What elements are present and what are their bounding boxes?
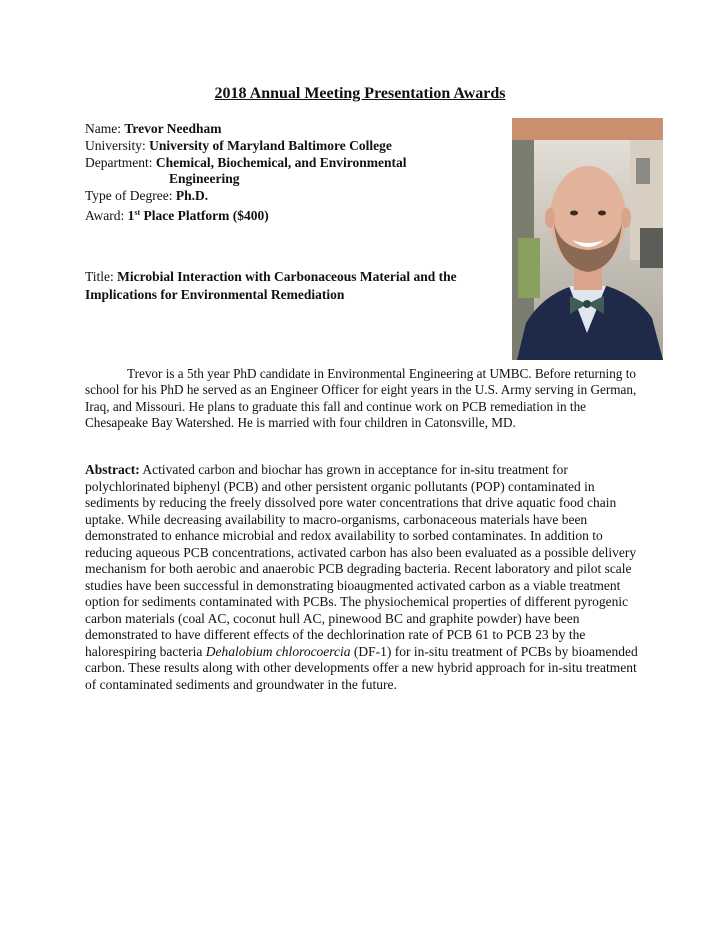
award-place-number: 1 (127, 207, 135, 223)
presentation-title (85, 268, 485, 304)
university-label: University: (85, 137, 146, 153)
department-row-continued (85, 171, 485, 188)
name-row (85, 121, 485, 138)
page-title: 2018 Annual Meeting Presentation Awards (214, 85, 506, 102)
department-row (85, 155, 485, 172)
title-value: Microbial Interaction with Carbonaceous Material and the Implications for Environmental Remediation (85, 269, 457, 302)
degree-value: Ph.D. (175, 188, 209, 204)
abstract-text-part1: Activated carbon and biochar has grown in acceptance for in-situ treatment for polychlorinated biphenyl (PCB) and other persistent organic pollutants (POP) contaminated in sediments by reducing the freely dissolved pore water concentrations that drive aquatic food chain uptake. While decreasing availability to macro-organisms, carbonaceous materials have been demonstrated to enhance microbial and redox availability to sorbed contaminates. In addition to reducing aqueous PCB concentrations, activated carbon has also been evaluated as a possible delivery mechanism for both aerobic and anaerobic PCB degrading bacteria. Recent laboratory and pilot scale studies have been successful in demonstrating bioaugmented activated carbon as a viable treatment option for sediments contaminated with PCBs. The physiochemical properties of different pyrogenic carbon materials (coal AC, coconut hull AC, pinewood BC and graphite powder) have been demonstrated to have different effects of the dechlorination rate of PCB 61 to PCB 23 by the halorespiring bacteria (85, 462, 637, 659)
name-label: Name: (85, 121, 121, 136)
award-place-suffix: st (134, 207, 141, 217)
portrait-photo (512, 118, 663, 360)
degree-label: Type of Degree: (85, 188, 173, 204)
department-label: Department: (85, 154, 153, 170)
award-row (85, 205, 485, 225)
university-value: University of Maryland Baltimore College (149, 137, 392, 153)
university-row (85, 138, 485, 155)
award-value (128, 208, 269, 223)
award-place-text: Place Platform ($400) (143, 207, 269, 223)
award-label: Award: (85, 207, 125, 223)
abstract-species: Dehalobium chlorocoercia (205, 643, 351, 659)
bio-paragraph (85, 366, 637, 432)
department-value: Chemical, Biochemical, and Environmental (155, 154, 407, 170)
abstract-label: Abstract: (85, 462, 140, 477)
abstract-paragraph (85, 462, 640, 693)
name-value: Trevor Needham (124, 121, 222, 136)
title-label: Title: (85, 269, 114, 284)
abstract-text-part2: (DF-1) for in-situ treatment of PCBs by bioamended carbon. These results along with other developments offer a new hybrid approach for in-situ treatment of contaminated sediments and groundwater in the future. (85, 643, 638, 692)
awardee-details (85, 121, 485, 225)
degree-row (85, 188, 485, 205)
bio-text: Trevor is a 5th year PhD candidate in Environmental Engineering at UMBC. Before returning to school for his PhD he served as an Engineer Officer for eight years in the U.S. Army serving in German, Iraq, and Missouri. He plans to graduate this fall and continue work on PCB remediation in the Chesapeake Bay Watershed. He is married with four children in Catonsville, MD. (85, 366, 637, 431)
department-value-continued: Engineering (169, 171, 240, 187)
